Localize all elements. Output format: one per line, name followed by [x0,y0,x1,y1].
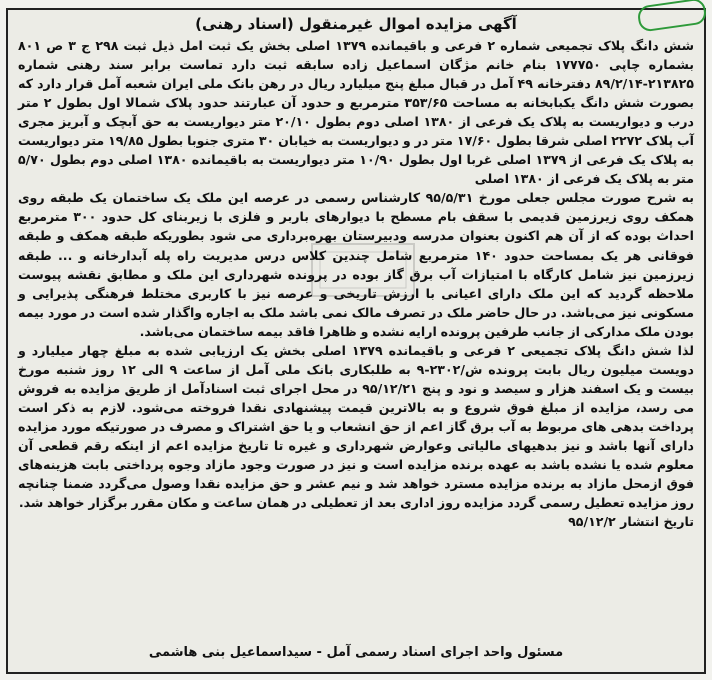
notice-headline: آگهی مزایده اموال غیرمنقول (اسناد رهنی) [195,15,517,33]
notice-paragraph-auction-terms: لذا شش دانگ پلاک تجمیعی ۲ فرعی و باقیمانده ۱۳۷۹ اصلی بخش یک ارزیابی شده به مبلغ چهار میلیارد و دویست میلیون ریال بابت پرونده ش/۲۳۰۲-۹ به طلبکاری بانک ملی آمل از ساعت ۹ الی ۱۲ روز شنبه مورخ بیست و یک اسفند هزار و سیصد و نود و پنج ۹۵/۱۲/۲۱ در محل اجرای ثبت اسنادآمل از طریق مزایده به فروش می رسد، مزایده از مبلغ فوق شروع و به بالاترین قیمت پیشنهادی نقدا فروخته می‌شود. لازم به ذکر است پرداخت بدهی های مربوط به آب برق گاز اعم از حق انشعاب و یا حق اشتراک و مصرف در صورتیکه مورد مزایده دارای آنها باشد و نیز بدهیهای مالیاتی وعوارض شهرداری و غیره تا تاریخ مزایده اعم از اینکه رقم قطعی آن معلوم شده یا نشده باشد به عهده برنده مزایده است و نیز در صورت وجود مازاد وجوه پرداختی بابت هزینه‌های فوق ازمحل مازاد به برنده مزایده مسترد خواهد شد و نیم عشر و حق مزایده نقدا وصول می‌گردد ضمنا چنانچه روز مزایده تعطیل رسمی گردد مزایده روز اداری بعد از تعطیلی در همان ساعت و مکان مقرر برگزار خواهد شد. [18,342,694,511]
handwritten-mark [637,0,708,33]
auction-notice-clipping [6,8,706,674]
notice-paragraph-property: شش دانگ پلاک تجمیعی شماره ۲ فرعی و باقیمانده ۱۳۷۹ اصلی بخش یک ثبت امل ذیل ثبت ۲۹۸ ج ۳ ص ۸۰۱ بشماره چاپی ۱۷۷۷۵۰ بنام خانم مژگان اسماعیل زاده سابقه ثبت دارد تماست برابر سند رهنی شماره ۲۱۳۸۲۵-۸۹/۲/۱۴ دفترخانه ۴۹ آمل در قبال مبلغ پنج میلیارد ریال در رهن بانک ملی ایران شعبه آمل قرار دارد که بصورت شش دانگ یکبابخانه به مساحت ۳۵۳/۶۵ مترمربع و حدود آن عبارتند حدود پلاک شمالا اول بطول ۲ متر درب و دیواریست به پلاک یک فرعی از ۱۳۸۰ اصلی دوم بطول ۲۰/۱۰ متر دیواریست به حق آبچک و آبریز مجری آب پلاک ۲۲۷۲ اصلی شرقا بطول ۱۷/۶۰ متر در و دیواریست به خیابان ۳۰ متری جنوبا بطول ۱۹/۸۵ متر دیواریست به پلاک یک فرعی از ۱۳۷۹ اصلی غربا اول بطول ۱۰/۹۰ متر دیواریست به باقیمانده ۱۳۸۰ اصلی دوم بطول ۵/۷۰ متر به پلاک یک فرعی از ۱۳۸۰ اصلی [18,38,695,187]
notice-paragraph-building: به شرح صورت مجلس جعلی مورخ ۹۵/۵/۳۱ کارشناس رسمی در عرصه این ملک یک ساختمان یک طبقه روی همکف روی زیرزمین قدیمی با سقف بام مسطح با دیوارهای باربر و فلزی با زیربنای کل حدود ۳۰۰ مترمربع احداث بوده که از آن هم اکنون بعنوان مدرسه ودبیرستان بهره‌برداری می شود بطوریکه طبقه همکف و طبقه فوقانی هر یک بمساحت حدود ۱۴۰ مترمربع شامل چندین کلاس درس مدیریت راه پله آبدارخانه و ... طبقه زیرزمین نیز شامل کارگاه با امتیازات آب برق گاز بوده در پرونده شهرداری این ملک و مطابق نقشه پیوست ملاحظه گردید که این ملک دارای اعیانی با ارزش تاریخی و عرصه نیز با کاربری مختلط فرهنگی پذیرایی و مسکونی نیز می‌باشد. در حال حاضر ملک در تصرف مالک نمی باشد ملک به اجاره واگذار شده است در مورد بیمه بودن ملک مدارکی از جانب طرفین پرونده ارایه نشده و ظاهرا فاقد بیمه ساختمان می‌باشد. [18,190,695,339]
publish-date: تاریخ انتشار ۹۵/۱۲/۲ [568,514,694,530]
signature-line: مسئول واحد اجرای اسناد رسمی آمل - سیداسماعیل بنی هاشمی [148,645,564,660]
